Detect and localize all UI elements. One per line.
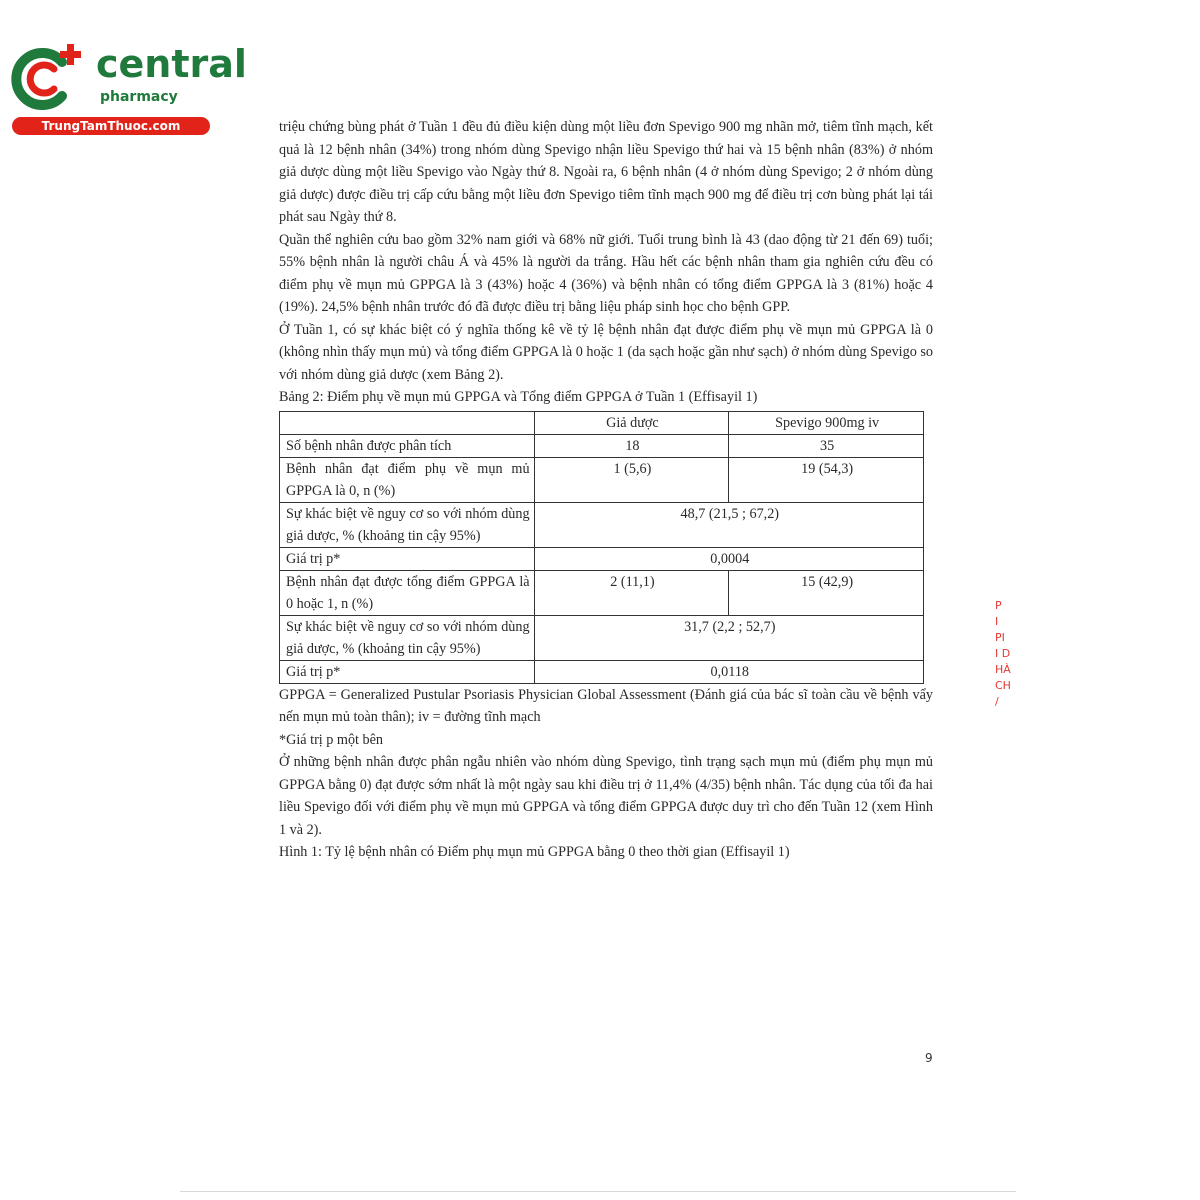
table-header-row: [280, 411, 924, 434]
cell-risk-difference: 48,7 (21,5 ; 67,2): [534, 502, 923, 547]
footnote-p-value: *Giá trị p một bên: [279, 731, 384, 748]
row-label: Bệnh nhân đạt điểm phụ về mụn mủ GPPGA là 0, n (%): [280, 457, 535, 502]
cell-placebo: 18: [534, 434, 729, 457]
stamp-fragment: I D: [995, 647, 1011, 660]
cell-spevigo: 15 (42,9): [729, 570, 924, 615]
table-header-empty: [280, 411, 535, 434]
table-row: [280, 502, 924, 547]
stamp-fragment: HÀ: [995, 663, 1011, 676]
row-label: Sự khác biệt về nguy cơ so với nhóm dùng giả dược, % (khoảng tin cậy 95%): [280, 615, 535, 660]
paragraph-week1-difference: Ở Tuần 1, có sự khác biệt có ý nghĩa thống kê về tỷ lệ bệnh nhân đạt được điểm phụ về mụn mủ GPPGA là 0 (không nhìn thấy mụn mủ) và tổng điểm GPPGA là 0 hoặc 1 (da sạch hoặc gần như sạch) ở nhóm dùng Spevigo so với nhóm dùng giả dược (xem Bảng 2).: [279, 321, 933, 383]
table-row: [280, 457, 924, 502]
figure-caption: Hình 1: Tỷ lệ bệnh nhân có Điểm phụ mụn mủ GPPGA bằng 0 theo thời gian (Effisayil 1): [279, 844, 790, 860]
brand-subtitle: pharmacy: [100, 89, 178, 105]
brand-name: central: [96, 42, 247, 86]
stamp-fragment: PI: [995, 631, 1005, 644]
table-row: [280, 547, 924, 570]
cell-risk-difference: 31,7 (2,2 ; 52,7): [534, 615, 923, 660]
row-label: Sự khác biệt về nguy cơ so với nhóm dùng giả dược, % (khoảng tin cậy 95%): [280, 502, 535, 547]
row-label: Giá trị p*: [280, 547, 535, 570]
central-pharmacy-logo-icon: [10, 38, 90, 114]
footnote-abbreviations: GPPGA = Generalized Pustular Psoriasis Physician Global Assessment (Đánh giá của bác sĩ toàn cầu về bệnh vẩy nến mụn mủ toàn thân); iv = đường tĩnh mạch: [279, 686, 933, 725]
stamp-fragment: CH: [995, 679, 1011, 692]
table-header-spevigo: Spevigo 900mg iv: [729, 411, 924, 434]
row-label: Số bệnh nhân được phân tích: [280, 434, 535, 457]
table-caption: Bảng 2: Điểm phụ về mụn mủ GPPGA và Tổng điểm GPPGA ở Tuần 1 (Effisayil 1): [279, 389, 758, 405]
partial-stamp: [995, 598, 1025, 758]
cell-placebo: 2 (11,1): [534, 570, 729, 615]
table-row: [280, 660, 924, 683]
cell-placebo: 1 (5,6): [534, 457, 729, 502]
row-label: Giá trị p*: [280, 660, 535, 683]
paragraph-flare-treatment: triệu chứng bùng phát ở Tuần 1 đều đủ điều kiện dùng một liều đơn Spevigo 900 mg nhãn mở, tiêm tĩnh mạch, kết quả là 12 bệnh nhân (34%) trong nhóm dùng Spevigo nhận liều Spevigo thứ hai và 15 bệnh nhân (83%) ở nhóm giả dược dùng một liều Spevigo vào Ngày thứ 8. Ngoài ra, 6 bệnh nhân (4 ở nhóm dùng Spevigo; 2 ở nhóm dùng giả dược) được điều trị cấp cứu bằng một liều đơn Spevigo tiêm tĩnh mạch 900 mg để điều trị cơn bùng phát lại tái phát sau Ngày thứ 8.: [279, 119, 933, 225]
stamp-fragment: P: [995, 599, 1002, 612]
cell-p-value: 0,0118: [534, 660, 923, 683]
brand-logo: [10, 36, 247, 136]
cell-p-value: 0,0004: [534, 547, 923, 570]
document-body: [279, 116, 933, 864]
table-row: [280, 615, 924, 660]
table-header-placebo: Giả dược: [534, 411, 729, 434]
results-table: [279, 411, 924, 684]
brand-url: TrungTamThuoc.com: [12, 117, 210, 135]
cell-spevigo: 35: [729, 434, 924, 457]
page-number: 9: [925, 1051, 933, 1065]
table-row: [280, 434, 924, 457]
divider: [180, 1191, 1016, 1192]
table-row: [280, 570, 924, 615]
stamp-fragment: I: [995, 615, 999, 628]
stamp-fragment: /: [995, 695, 999, 708]
cell-spevigo: 19 (54,3): [729, 457, 924, 502]
paragraph-study-population: Quần thể nghiên cứu bao gồm 32% nam giới và 68% nữ giới. Tuổi trung bình là 43 (dao động từ 21 đến 69) tuổi; 55% bệnh nhân là người châu Á và 45% là người da trắng. Hầu hết các bệnh nhân tham gia nghiên cứu đều có điểm phụ về mụn mủ GPPGA là 3 (43%) hoặc 4 (36%) và bệnh nhân có tổng điểm GPPGA là 3 (81%) hoặc 4 (19%). 24,5% bệnh nhân trước đó đã được điều trị bằng liệu pháp sinh học cho bệnh GPP.: [279, 231, 933, 315]
row-label: Bệnh nhân đạt được tổng điểm GPPGA là 0 hoặc 1, n (%): [280, 570, 535, 615]
paragraph-maintained-effect: Ở những bệnh nhân được phân ngẫu nhiên vào nhóm dùng Spevigo, tình trạng sạch mụn mủ (điểm phụ mụn mủ GPPGA bằng 0) đạt được sớm nhất là một ngày sau khi điều trị ở 11,4% (4/35) bệnh nhân. Tác dụng của tối đa hai liều Spevigo đối với điểm phụ về mụn mủ GPPGA và tổng điểm GPPGA được duy trì cho đến Tuần 12 (xem Hình 1 và 2).: [279, 754, 933, 838]
